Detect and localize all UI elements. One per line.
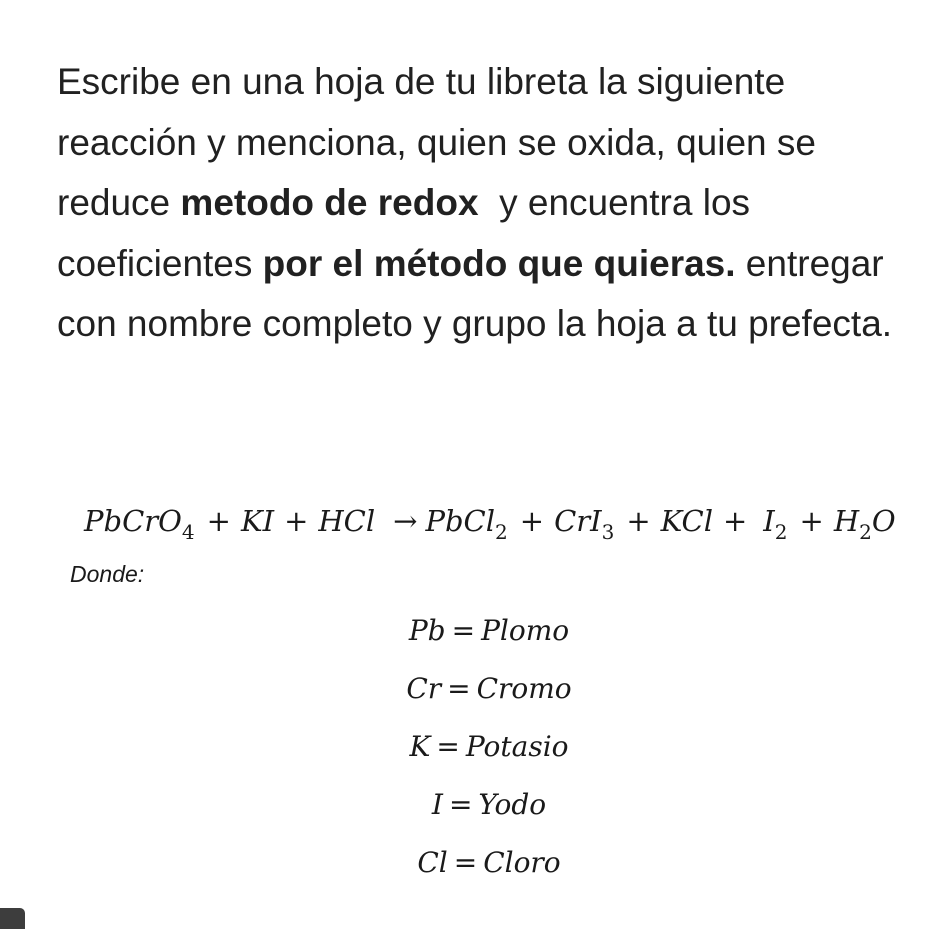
element-row-k <box>0 718 944 776</box>
plus-sign: + <box>284 504 309 538</box>
instructions-bold-redox: metodo de redox <box>180 182 479 223</box>
plus-sign: + <box>799 504 824 538</box>
equals-sign: = <box>436 730 460 763</box>
element-symbol: I <box>431 788 443 821</box>
equals-sign: = <box>451 614 476 647</box>
reactant-hcl: HCl <box>318 504 376 538</box>
reactant-pbcro4: PbCrO$_4$ <box>84 504 195 544</box>
element-symbol: Cl <box>417 846 448 879</box>
instructions-bold-method: por el método que quieras. <box>262 242 736 284</box>
element-definitions <box>0 602 944 892</box>
element-name: Cloro <box>483 846 561 879</box>
element-row-i <box>0 776 944 834</box>
element-row-cr <box>0 660 944 718</box>
product-kcl: KCl <box>660 504 713 538</box>
donde-label: Donde: <box>70 561 145 587</box>
equals-sign: = <box>448 788 473 821</box>
reactant-ki: KI <box>240 504 275 538</box>
equals-sign: = <box>447 672 471 705</box>
product-cri3: CrI$_3$ <box>554 504 615 544</box>
instructions-text-3: entregar con nombre completo y grupo la hoja a tu prefecta. <box>57 242 893 344</box>
product-h2o: $H_2O$ <box>833 504 896 544</box>
product-pbcl2: PbCl$_2$ <box>425 504 508 544</box>
element-name: Potasio <box>465 730 569 763</box>
plus-sign: + <box>206 504 231 538</box>
element-symbol: K <box>409 730 431 763</box>
instructions-paragraph <box>57 52 917 355</box>
element-row-pb <box>0 602 944 660</box>
instructions-text-2: y encuentra los coeficientes <box>57 182 761 284</box>
element-row-cl <box>0 834 944 892</box>
instructions-text-1: Escribe en una hoja de tu libreta la siguiente reacción y menciona, quien se oxida, quien se reduce <box>57 61 816 223</box>
element-name: Yodo <box>478 788 547 821</box>
product-i2: $I_2$ <box>763 504 788 544</box>
element-symbol: Pb <box>408 614 446 647</box>
chemical-equation <box>84 494 944 548</box>
plus-sign: + <box>519 504 545 538</box>
equals-sign: = <box>453 846 478 879</box>
reaction-arrow: → <box>393 504 418 538</box>
element-name: Plomo <box>481 614 570 647</box>
plus-sign: + <box>626 504 651 538</box>
corner-tab-mark <box>0 908 25 929</box>
plus-sign: + <box>722 504 748 538</box>
element-symbol: Cr <box>406 672 442 705</box>
element-name: Cromo <box>476 672 572 705</box>
